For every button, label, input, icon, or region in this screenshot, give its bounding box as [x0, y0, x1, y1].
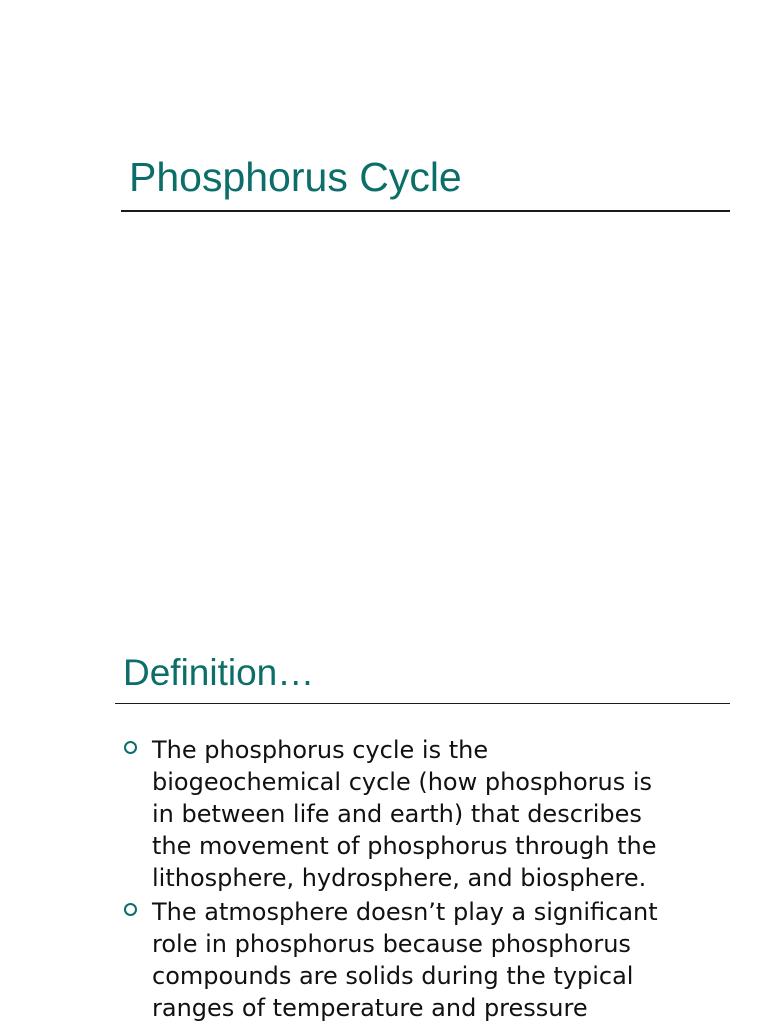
bullet-text-line: in between life and earth) that describes	[152, 800, 642, 828]
bullet-text-line: compounds are solids during the typical	[152, 962, 634, 990]
bullet-text-line: ranges of temperature and pressure	[152, 994, 588, 1022]
bullet-text-line: lithosphere, hydrosphere, and biosphere.	[152, 864, 647, 892]
section-divider	[115, 703, 730, 704]
bullet-list	[0, 734, 727, 1024]
hollow-circle-bullet-icon	[124, 903, 137, 916]
bullet-text-line: role in phosphorus because phosphorus	[152, 930, 631, 958]
bullet-text-line: biogeochemical cycle (how phosphorus is	[152, 768, 653, 796]
bullet-text-line: The atmosphere doesn’t play a significant	[152, 898, 658, 926]
section-title: Definition…	[123, 652, 315, 693]
hollow-circle-bullet-icon	[124, 741, 137, 754]
slide-title: Phosphorus Cycle	[129, 154, 462, 200]
bullet-text-line: the movement of phosphorus through the	[152, 832, 657, 860]
bullet-item	[0, 896, 727, 1024]
title-divider	[121, 210, 730, 212]
bullet-text-line: The phosphorus cycle is the	[152, 736, 489, 764]
bullet-item	[0, 734, 727, 894]
